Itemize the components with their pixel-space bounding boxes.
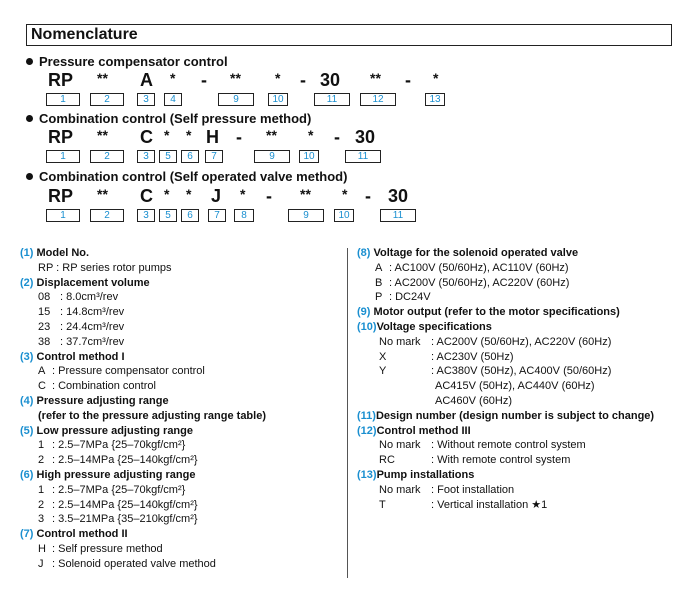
legend-key: No mark — [379, 439, 421, 452]
field-number-box: 2 — [90, 150, 124, 163]
code-part: 30 — [388, 186, 409, 206]
legend-row — [357, 246, 654, 261]
field-number-box: 5 — [159, 150, 177, 163]
legend-row — [357, 276, 654, 291]
legend-row — [357, 394, 654, 409]
field-number-box: 7 — [208, 209, 226, 222]
legend-value: : Self pressure method — [52, 542, 163, 555]
field-number-box: 9 — [288, 209, 324, 222]
legend-heading: Voltage specifications — [376, 320, 492, 333]
code-part: - — [405, 70, 411, 90]
code-part: RP — [48, 127, 74, 147]
field-number-box: 5 — [159, 209, 177, 222]
code-part: - — [300, 70, 306, 90]
code-part: RP — [48, 70, 74, 90]
legend-key: 23 — [38, 320, 51, 333]
code-part: * — [164, 127, 170, 143]
legend-row: RP : RP series rotor pumps — [38, 261, 172, 274]
legend-row — [20, 453, 266, 468]
section-heading-text: Combination control (Self operated valve method) — [39, 169, 348, 184]
field-number-box: 3 — [137, 209, 155, 222]
field-number-box: 6 — [181, 150, 199, 163]
legend-heading: Displacement volume — [36, 276, 150, 289]
legend-value: : With remote control system — [431, 454, 571, 467]
legend-key: 2 — [38, 498, 45, 511]
field-number-box: 4 — [164, 93, 182, 106]
legend-number: (5) — [20, 424, 34, 437]
legend-row — [357, 498, 654, 513]
legend-key: P — [375, 291, 383, 304]
legend-key: 3 — [38, 513, 45, 526]
code-part: - — [365, 186, 371, 206]
legend-key: C — [38, 380, 46, 393]
legend-row — [20, 320, 266, 335]
legend-value: : 2.5–7MPa {25–70kgf/cm²} — [52, 439, 186, 452]
legend-row — [20, 305, 266, 320]
legend-value: : Without remote control system — [431, 439, 586, 452]
legend-key: 08 — [38, 291, 51, 304]
legend-value: : Pressure compensator control — [52, 365, 205, 378]
legend-number: (2) — [20, 276, 34, 289]
legend-row — [357, 290, 654, 305]
legend-number: (6) — [20, 468, 34, 481]
legend-key: No mark — [379, 335, 421, 348]
legend-row — [20, 424, 266, 439]
code-part: J — [211, 186, 222, 206]
code-part: * — [186, 127, 192, 143]
code-part: ** — [370, 70, 381, 86]
legend-number: (12) — [357, 424, 377, 437]
field-number-box: 12 — [360, 93, 396, 106]
legend-value: : 8.0cm³/rev — [60, 291, 119, 304]
bullet-icon — [26, 58, 33, 65]
legend-row — [20, 542, 266, 557]
legend-value: : 2.5–7MPa {25–70kgf/cm²} — [52, 483, 186, 496]
section-heading-2 — [26, 111, 311, 126]
legend-key: X — [379, 350, 387, 363]
legend-key: 2 — [38, 454, 45, 467]
legend-row — [20, 438, 266, 453]
legend-value: : Vertical installation ★1 — [431, 498, 548, 511]
section-heading-text: Pressure compensator control — [39, 54, 228, 69]
legend-row — [357, 379, 654, 394]
code-part: - — [266, 186, 272, 206]
legend-row — [357, 453, 654, 468]
legend-number: (9) — [357, 306, 371, 319]
legend-value: : DC24V — [389, 291, 431, 304]
field-number-box: 10 — [299, 150, 319, 163]
legend-number: (11) — [357, 409, 376, 422]
bullet-icon — [26, 115, 33, 122]
legend-number: (7) — [20, 528, 34, 541]
legend-right-column — [357, 246, 654, 512]
legend-row — [20, 557, 266, 572]
legend-heading: Pump installations — [376, 468, 475, 481]
legend-row — [357, 409, 654, 424]
legend-value: AC415V (50Hz), AC440V (60Hz) — [435, 380, 595, 393]
code-part: * — [308, 127, 314, 143]
legend-row — [357, 335, 654, 350]
field-number-box: 9 — [254, 150, 290, 163]
code-part: * — [164, 186, 170, 202]
field-number-box: 10 — [334, 209, 354, 222]
legend-row — [20, 276, 266, 291]
code-part: * — [433, 70, 439, 86]
legend-key: T — [379, 498, 386, 511]
legend-key: 1 — [38, 439, 45, 452]
section-heading-3 — [26, 169, 347, 184]
legend-number: (13) — [357, 468, 377, 481]
field-number-box: 3 — [137, 93, 155, 106]
legend-value: : AC230V (50Hz) — [431, 350, 514, 363]
legend-heading: Motor output (refer to the motor specifications) — [373, 306, 620, 319]
code-part: ** — [230, 70, 241, 86]
legend-number: (8) — [357, 247, 371, 259]
legend-row — [357, 424, 654, 439]
field-number-box: 13 — [425, 93, 445, 106]
legend-row — [20, 246, 266, 261]
section-heading-text: Combination control (Self pressure method) — [39, 111, 312, 126]
legend-row — [20, 364, 266, 379]
legend-value: : Combination control — [52, 380, 156, 393]
legend-row — [357, 261, 654, 276]
nomenclature-title-box — [26, 24, 672, 46]
code-part: C — [140, 127, 153, 147]
legend-number: (1) — [20, 247, 34, 259]
legend-value: : Solenoid operated valve method — [52, 557, 216, 570]
legend-row — [20, 350, 266, 365]
code-part: - — [236, 127, 242, 147]
page-title: Nomenclature — [31, 26, 138, 43]
legend-value: AC460V (60Hz) — [435, 394, 513, 407]
legend-row — [20, 335, 266, 350]
code-part: 30 — [320, 70, 341, 90]
legend-value: : AC100V (50/60Hz), AC110V (60Hz) — [389, 261, 569, 274]
legend-heading: Control method I — [36, 350, 125, 363]
code-part: * — [342, 186, 348, 202]
field-number-box: 1 — [46, 209, 80, 222]
legend-value: : 3.5–21MPa {35–210kgf/cm²} — [52, 513, 198, 526]
legend-key: No mark — [379, 483, 421, 496]
legend-value: : 37.7cm³/rev — [60, 335, 125, 348]
legend-row — [20, 498, 266, 513]
field-number-box: 1 — [46, 93, 80, 106]
legend-row — [20, 527, 266, 542]
legend-row — [357, 350, 654, 365]
code-part: RP — [48, 186, 74, 206]
legend-heading: High pressure adjusting range — [36, 468, 196, 481]
legend-key: 15 — [38, 306, 51, 319]
code-part: A — [140, 70, 153, 90]
legend-row — [357, 468, 654, 483]
legend-row — [20, 290, 266, 305]
legend-value: : AC380V (50Hz), AC400V (50/60Hz) — [431, 365, 612, 378]
bullet-icon — [26, 173, 33, 180]
code-part: 30 — [355, 127, 376, 147]
field-number-box: 2 — [90, 93, 124, 106]
code-part: H — [206, 127, 219, 147]
code-part: C — [140, 186, 153, 206]
legend-key: 1 — [38, 483, 45, 496]
legend-heading: Model No. — [36, 247, 90, 259]
field-number-box: 8 — [234, 209, 254, 222]
field-number-box: 11 — [380, 209, 416, 222]
legend-value: : 24.4cm³/rev — [60, 320, 125, 333]
code-part: * — [170, 70, 176, 86]
field-number-box: 9 — [218, 93, 254, 106]
legend-row — [20, 379, 266, 394]
legend-heading: Low pressure adjusting range — [36, 424, 193, 437]
legend-key: H — [38, 542, 46, 555]
code-part: - — [201, 70, 207, 90]
field-number-box: 11 — [314, 93, 350, 106]
code-part: ** — [266, 127, 277, 143]
legend-value: : 14.8cm³/rev — [60, 306, 125, 319]
legend-row — [20, 512, 266, 527]
code-part: * — [186, 186, 192, 202]
field-number-box: 6 — [181, 209, 199, 222]
legend-key: 38 — [38, 335, 51, 348]
legend-row — [357, 364, 654, 379]
column-divider — [347, 248, 348, 578]
code-part: - — [334, 127, 340, 147]
field-number-box: 7 — [205, 150, 223, 163]
legend-heading: Voltage for the solenoid operated valve — [373, 247, 579, 259]
field-number-box: 2 — [90, 209, 124, 222]
legend-value: : 2.5–14MPa {25–140kgf/cm²} — [52, 454, 198, 467]
legend-value: : 2.5–14MPa {25–140kgf/cm²} — [52, 498, 198, 511]
legend-row — [357, 320, 654, 335]
legend-row — [20, 483, 266, 498]
field-number-box: 1 — [46, 150, 80, 163]
legend-key: A — [38, 365, 46, 378]
legend-number: (3) — [20, 350, 34, 363]
legend-value: : AC200V (50/60Hz), AC220V (60Hz) — [431, 335, 612, 348]
code-part: ** — [97, 127, 108, 143]
legend-row: (refer to the pressure adjusting range table) — [38, 409, 266, 422]
field-number-box: 11 — [345, 150, 381, 163]
legend-row — [20, 468, 266, 483]
code-part: * — [240, 186, 246, 202]
code-part: ** — [97, 186, 108, 202]
legend-value: : Foot installation — [431, 483, 515, 496]
legend-number: (4) — [20, 394, 34, 407]
legend-row — [357, 483, 654, 498]
legend-row — [357, 305, 654, 320]
legend-key: Y — [379, 365, 387, 378]
code-part: ** — [97, 70, 108, 86]
field-number-box: 3 — [137, 150, 155, 163]
legend-heading: Control method II — [36, 528, 128, 541]
legend-left-column — [20, 246, 266, 572]
legend-heading: Pressure adjusting range — [36, 394, 169, 407]
field-number-box: 10 — [268, 93, 288, 106]
code-part: * — [275, 70, 281, 86]
legend-heading: Control method III — [376, 424, 471, 437]
legend-row — [357, 438, 654, 453]
section-heading-1 — [26, 54, 228, 69]
legend-key: B — [375, 276, 383, 289]
legend-key: J — [38, 557, 44, 570]
legend-heading: Design number (design number is subject to change) — [375, 409, 655, 422]
legend-row — [20, 394, 266, 409]
legend-number: (10) — [357, 320, 377, 333]
legend-value: : AC200V (50/60Hz), AC220V (60Hz) — [389, 276, 570, 289]
code-part: ** — [300, 186, 311, 202]
legend-key: RC — [379, 454, 395, 467]
legend-key: A — [375, 261, 383, 274]
